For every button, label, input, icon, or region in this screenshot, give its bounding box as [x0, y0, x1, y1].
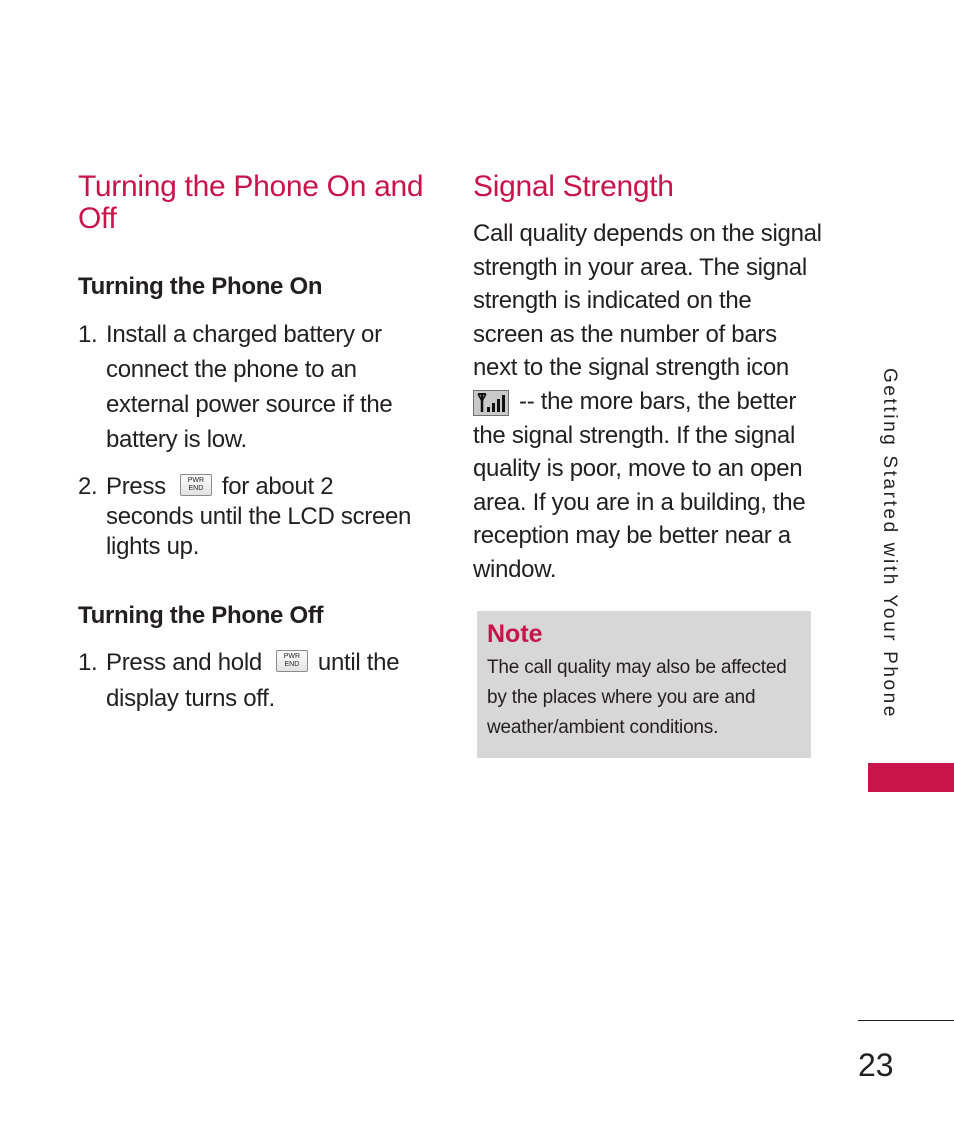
- section-title-signal-strength: Signal Strength: [473, 170, 674, 203]
- note-text: The call quality may also be affected by the places where you are and weather/ambient conditions.: [487, 657, 787, 738]
- page-number: 23: [858, 1047, 894, 1083]
- signal-paragraph-part-1: Call quality depends on the signal strength in your area. The signal strength is indicated on the screen as the number of bars next to the signal strength icon: [473, 220, 822, 382]
- note-title: Note: [487, 620, 543, 648]
- signal-paragraph-part-2: -- the more bars, the better the signal strength. If the signal quality is poor, move to an open area. If you are in a building, the reception may be better near a window.: [473, 387, 806, 583]
- step-text: Install a charged battery or connect the phone to an external power source if the battery is low.: [106, 321, 393, 453]
- step-text: [78, 472, 418, 562]
- chapter-side-label: Getting Started with Your Phone: [879, 368, 900, 720]
- signal-strength-paragraph: [473, 217, 823, 587]
- step-number: 1.: [78, 649, 98, 676]
- off-step-1: [78, 645, 418, 717]
- step-text-post: until the display turns off.: [106, 649, 400, 712]
- on-step-2: [78, 472, 418, 562]
- chapter-tab-marker: [868, 763, 954, 792]
- step-number: 1.: [78, 321, 98, 348]
- step-text: [78, 645, 418, 717]
- note-box: [477, 611, 811, 758]
- on-step-1: [78, 317, 408, 457]
- subheading-turning-off: Turning the Phone Off: [78, 602, 324, 629]
- step-text-pre: Press: [106, 473, 166, 500]
- power-end-key-icon: PWR END: [276, 650, 308, 672]
- footer-rule: [858, 1020, 954, 1021]
- subheading-turning-on: Turning the Phone On: [78, 273, 323, 300]
- step-number: 2.: [78, 473, 98, 500]
- step-text-pre: Press and hold: [106, 649, 262, 676]
- signal-strength-icon: [473, 390, 509, 416]
- section-title-turning-on-off: Turning the Phone On and Off: [78, 170, 424, 235]
- power-end-key-icon: PWR END: [180, 474, 212, 496]
- step-text-post: for about 2 seconds until the LCD screen lights up.: [106, 473, 412, 560]
